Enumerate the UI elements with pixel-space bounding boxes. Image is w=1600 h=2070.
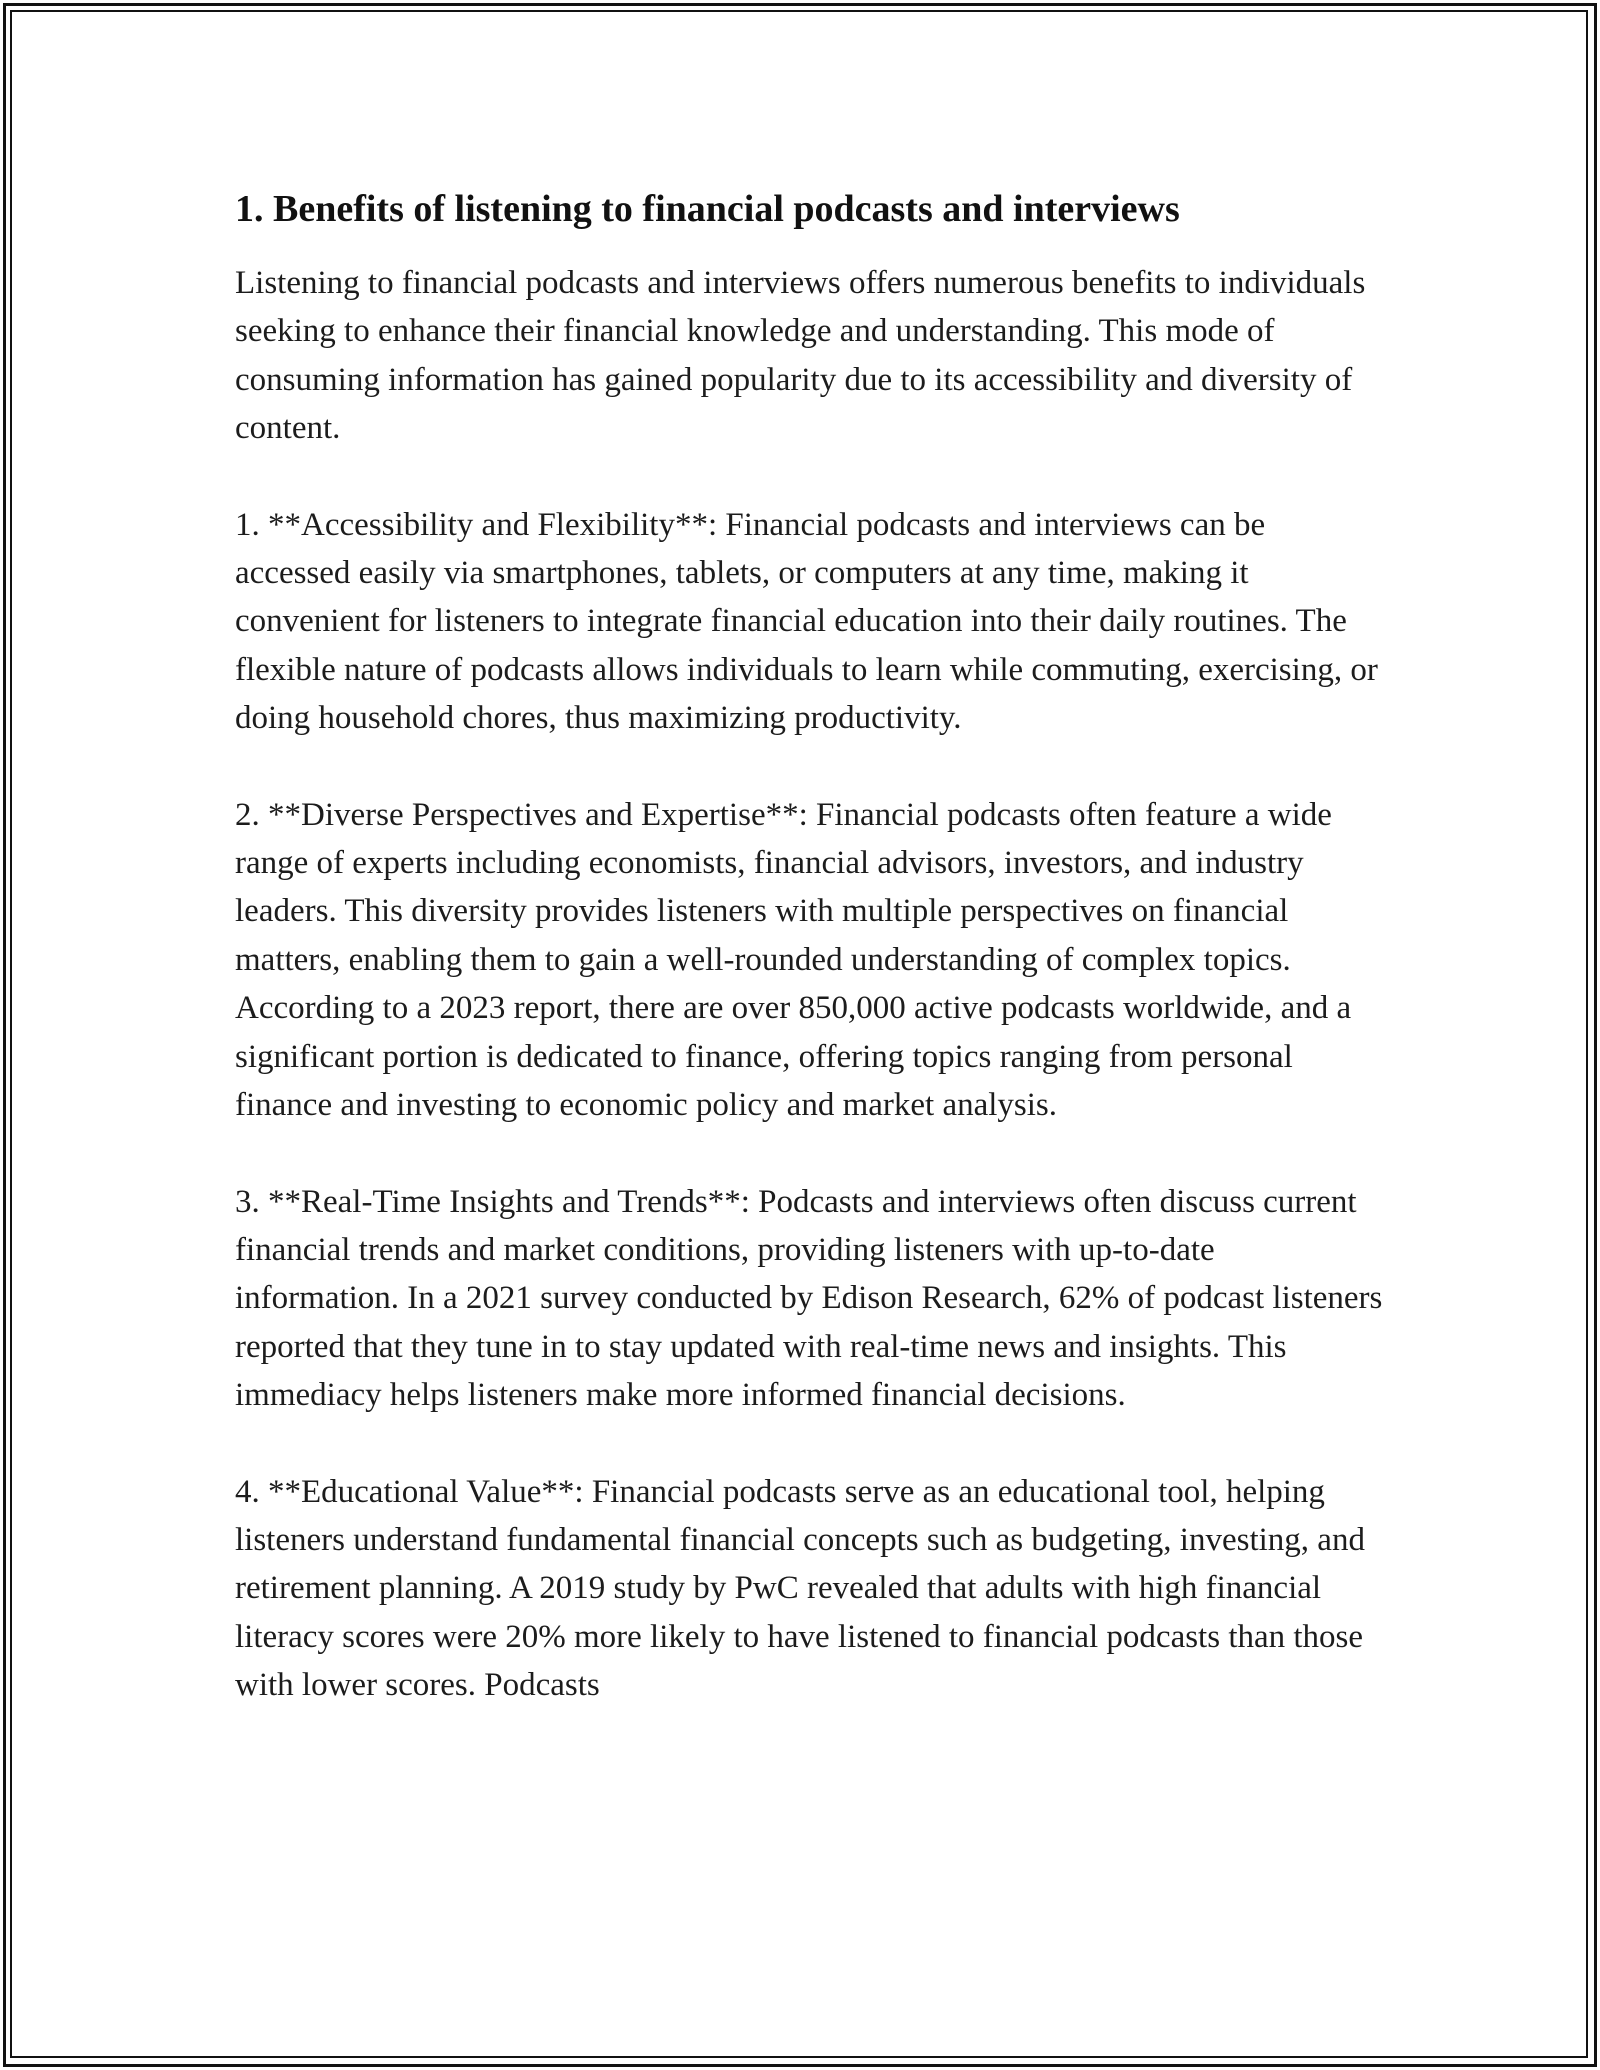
document-body xyxy=(235,186,1385,1758)
benefit-real-time-insights-paragraph: 3. **Real-Time Insights and Trends**: Podcasts and interviews often discuss current financial trends and market conditions, providing listeners with up-to-date information. In a 2021 survey conducted by Edison Research, 62% of podcast listeners reported that they tune in to stay updated with real-time news and insights. This immediacy helps listeners make more informed financial decisions. xyxy=(235,1183,1383,1414)
benefit-educational-value-paragraph: 4. **Educational Value**: Financial podcasts serve as an educational tool, helping listeners understand fundamental financial concepts such as budgeting, investing, and retirement planning. A 2019 study by PwC revealed that adults with high financial literacy scores were 20% more likely to have listened to financial podcasts than those with lower scores. Podcasts xyxy=(235,1473,1365,1704)
benefit-accessibility-paragraph: 1. **Accessibility and Flexibility**: Financial podcasts and interviews can be accessed easily via smartphones, tablets, or computers at any time, making it convenient for listeners to integrate financial education into their daily routines. The flexible nature of podcasts allows individuals to learn while commuting, exercising, or doing household chores, thus maximizing productivity. xyxy=(235,506,1378,737)
benefit-diverse-perspectives-paragraph: 2. **Diverse Perspectives and Expertise**: Financial podcasts often feature a wide range of experts including economists, financial advisors, investors, and industry leaders. This diversity provides listeners with multiple perspectives on financial matters, enabling them to gain a well-rounded understanding of complex topics. According to a 2023 report, there are over 850,000 active podcasts worldwide, and a significant portion is dedicated to finance, offering topics ranging from personal finance and investing to economic policy and market analysis. xyxy=(235,796,1352,1124)
intro-paragraph: Listening to financial podcasts and interviews offers numerous benefits to individuals seeking to enhance their financial knowledge and understanding. This mode of consuming information has gained popularity due to its accessibility and diversity of content. xyxy=(235,265,1366,447)
section-heading: 1. Benefits of listening to financial podcasts and interviews xyxy=(235,188,1180,230)
